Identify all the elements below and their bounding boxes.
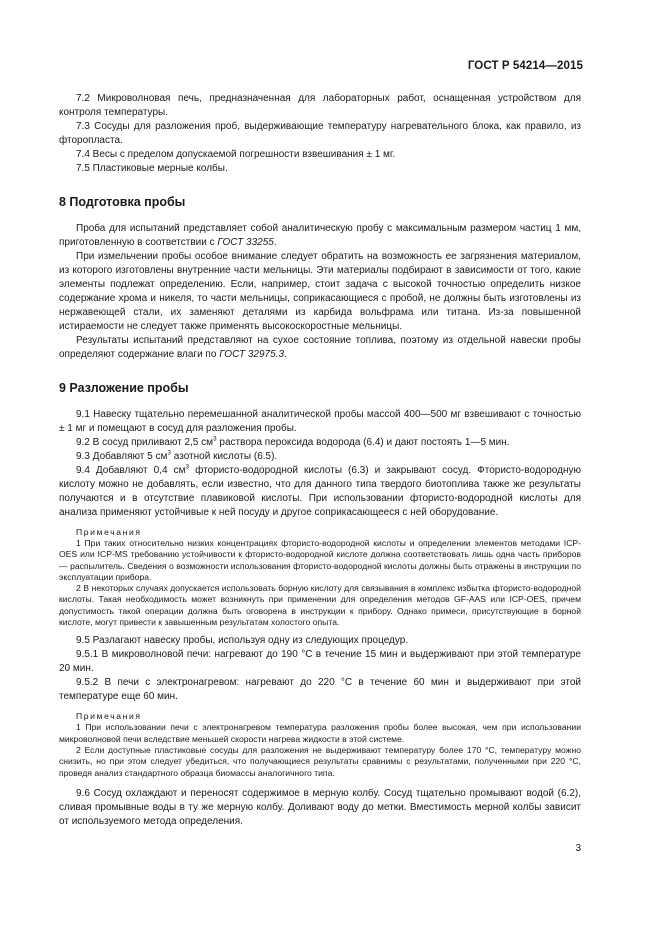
paragraph-9-3-text: 9.3 Добавляют 5 см bbox=[76, 451, 168, 462]
standard-reference: ГОСТ 32975.3 bbox=[219, 349, 285, 360]
paragraph-9-5-1: 9.5.1 В микроволновой печи: нагревают до 190 °С в течение 15 мин и выдерживают при этой температуре 20 мин. bbox=[59, 649, 581, 675]
paragraph-9-6: 9.6 Сосуд охлаждают и переносят содержимое в мерную колбу. Сосуд тщательно промывают водой (6.2), сливая промывные воды в ту же мерную колбу. Доливают воду до метки. Вместимость мерной колбы зависит от используемого метода определения. bbox=[59, 787, 581, 827]
standard-code: ГОСТ Р 54214—2015 bbox=[467, 60, 583, 72]
paragraph-8-3-text: Результаты испытаний представляют на сухое состояние топлива, поэтому из отдельной навески пробы определяют содержание влаги по bbox=[59, 335, 581, 360]
paragraph-8-1-end: . bbox=[273, 237, 277, 248]
paragraph-8-1 bbox=[59, 222, 581, 250]
note-2: 2 Если доступные пластиковые сосуды для разложения не выдерживают температуру более 170 °С, температуру можно снизить, но при этом следует убедиться, что получающиеся результаты сравнимы с результатами, полученными при 220 °С, проведя анализ стандартного образца биомассы аналогичного типа. bbox=[59, 744, 581, 778]
note-1: 1 При таких относительно низких концентрациях фтористо-водородной кислоты и определении элементов методами ICP-OES или ICP-MS требованию устойчивости к фтористо-водородной кислоте должна соответствовать лишь одна часть приборов — распылитель. Сведения о возможности использования фтористо-водородной кислоты должны быть отражены в инструкции по эксплуатации прибора. bbox=[59, 538, 581, 582]
paragraph-8-1-text: Проба для испытаний представляет собой аналитическую пробу с максимальным размером частиц 1 мм, приготовленную в соответствии с bbox=[59, 223, 581, 248]
paragraph-9-2 bbox=[59, 436, 581, 450]
paragraph-7-3: 7.3 Сосуды для разложения проб, выдерживающие температуру нагревательного блока, как правило, из фторопласта. bbox=[59, 121, 581, 146]
document-body bbox=[59, 88, 581, 829]
note-2: 2 В некоторых случаях допускается использовать борную кислоту для связывания в комплекс избытка фтористо-водородной кислоты. Такая необходимость может возникнуть при применении для определения методов GF-AAS или ICP-OES, причем допустимость такой операции должна быть оговорена в инструкции к прибору. Однако примеси, присутствующие в борной кислоте, могут привести к завышенным результатам холостого опыта. bbox=[59, 583, 581, 628]
paragraph-9-5: 9.5 Разлагают навеску пробы, используя одну из следующих процедур. bbox=[76, 635, 409, 647]
note-1: 1 При использовании печи с электронагревом температура разложения пробы более высокая, чем при использовании микроволновой печи вследствие меньшей скорости нагрева жидкости в этой системе. bbox=[59, 722, 581, 744]
superscript: 3 bbox=[213, 435, 217, 443]
paragraph-9-4 bbox=[59, 464, 581, 520]
paragraph-7-5: 7.5 Пластиковые мерные колбы. bbox=[76, 163, 228, 174]
paragraph-8-3-end: . bbox=[284, 349, 287, 360]
section-8-title: 8 Подготовка пробы bbox=[59, 195, 186, 209]
paragraph-9-5-2: 9.5.2 В печи с электронагревом: нагревают до 220 °С в течение 60 мин и выдерживают при этой температуре еще 60 мин. bbox=[59, 677, 581, 703]
notes-heading: Примечания bbox=[76, 711, 142, 722]
superscript: 3 bbox=[167, 449, 171, 457]
paragraph-9-4-rest: фтористо-водородной кислоты (6.3) и закрывают сосуд. Фтористо-водородную кислоту можно не добавлять, если известно, что для данного типа твердого биотоплива также же результаты получаются и в отсутствие плавиковой кислоты. При использовании фтористо-водородной кислоты для анализа применяют устойчивые к ней посуду и другое соприкасающееся с ней оборудование. bbox=[59, 465, 581, 518]
paragraph-9-4-text: 9.4 Добавляют 0,4 см bbox=[76, 465, 186, 476]
notes-heading: Примечания bbox=[76, 527, 142, 537]
paragraph-9-3-rest: азотной кислоты (6.5). bbox=[171, 451, 278, 462]
standard-reference: ГОСТ 33255 bbox=[217, 237, 274, 248]
paragraph-9-2-rest: раствора пероксида водорода (6.4) и дают постоять 1—5 мин. bbox=[216, 437, 510, 448]
paragraph-8-2: При измельчении пробы особое внимание следует обратить на возможность ее загрязнения материалом, из которого изготовлены внутренние части мельницы. Эти материалы подбирают в зависимости от того, какие элементы подлежат определению. Если, например, стоит задача с высокой точностью определить низкое содержание хрома и никеля, то части мельницы, соприкасающиеся с пробой, не должны быть изготовлены из нержавеющей стали, их заменяют деталями из карбида вольфрама или титана. Из-за повышенной истираемости не следует также применять высокоскоростные мельницы. bbox=[59, 251, 581, 332]
paragraph-7-2: 7.2 Микроволновая печь, предназначенная для лабораторных работ, оснащенная устройством для контроля температуры. bbox=[59, 93, 581, 118]
paragraph-9-3 bbox=[59, 450, 581, 464]
paragraph-9-2-text: 9.2 В сосуд приливают 2,5 см bbox=[76, 437, 214, 448]
paragraph-9-1: 9.1 Навеску тщательно перемешанной аналитической пробы массой 400—500 мг взвешивают с точностью ± 1 мг и помещают в сосуд для разложения пробы. bbox=[59, 409, 581, 434]
paragraph-7-4: 7.4 Весы с пределом допускаемой погрешности взвешивания ± 1 мг. bbox=[76, 149, 396, 160]
page-number: 3 bbox=[575, 843, 581, 854]
paragraph-8-3 bbox=[59, 334, 581, 362]
superscript: 3 bbox=[185, 463, 190, 471]
section-9-title: 9 Разложение пробы bbox=[59, 381, 189, 395]
